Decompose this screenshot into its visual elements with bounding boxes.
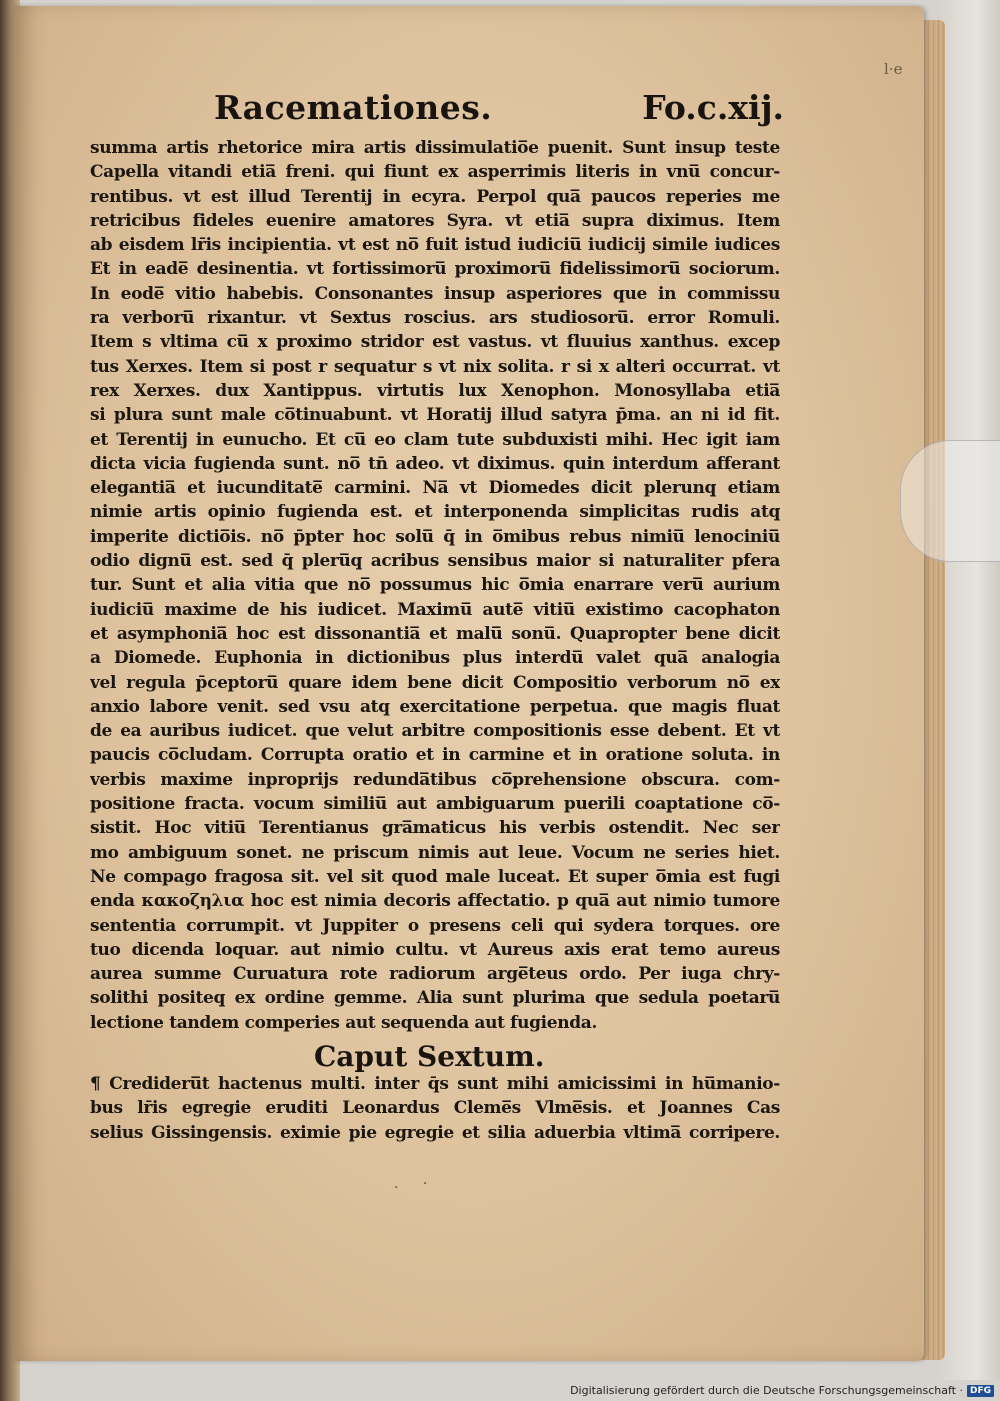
bottom-marks: . · xyxy=(394,1176,438,1192)
chapter-text xyxy=(90,1072,780,1145)
text-line: anxio labore venit. sed vsu atq̧ exercitatione perpetua. que magis fluat xyxy=(90,696,780,717)
text-line: dicta vicia fugienda sunt. no̅ tn̄ adeo. vt diximus. quin interdum afferant xyxy=(90,453,780,474)
text-line: bus lr̄is egregie eruditi Leonardus Cleme̅s Vlme̅sis. et Joannes Cas xyxy=(90,1098,780,1119)
text-line: rentibus. vt est illud Terentij in ecyra. Perpol qua̅ paucos reperies me xyxy=(90,186,780,207)
text-line: summa artis rhetorice mira artis dissimulatio̅e puenit. Sunt insup teste xyxy=(90,138,780,158)
text-line: positione fracta. vocum similiu̅ aut ambiguarum puerili coaptatione co̅- xyxy=(90,794,780,815)
dfg-logo: DFG xyxy=(967,1385,994,1397)
page-clip xyxy=(900,440,1000,562)
folio-number: Fo.c.xij. xyxy=(642,88,784,127)
text-line: odio dignu̅ est. sed q̄ pleru̅q̧ acribus sensibus maior si naturaliter pfera xyxy=(90,551,780,572)
text-line: Item s vltima cu̅ x proximo stridor est vastus. vt fluuius xanthus. excep xyxy=(90,332,780,353)
text-line: solithi positeq̧ ex ordine gemme. Alia sunt plurima que sedula poetaru̅ xyxy=(90,988,780,1009)
text-line: verbis maxime inproprijs redunda̅tibus co̅prehensione obscura. com- xyxy=(90,769,780,790)
footer-credit: Digitalisierung gefördert durch die Deutsche Forschungsgemeinschaft · xyxy=(570,1384,963,1397)
text-line: sistit. Hoc vitiu̅ Terentianus gra̅maticus his verbis ostendit. Nec ser xyxy=(90,818,780,839)
text-line: imperite dictio̅is. no̅ p̄pter hoc solu̅ q̄ in o̅mibus rebus nimiu̅ lenociniu̅ xyxy=(90,526,780,547)
book-page xyxy=(14,6,924,1361)
text-line: Et in eade̅ desinentia. vt fortissimoru̅ proximoru̅ fidelissimoru̅ sociorum. xyxy=(90,259,780,280)
body-text xyxy=(90,136,780,1035)
corner-mark: l·e xyxy=(884,60,903,78)
text-line: In eode̅ vitio habebis. Consonantes insup asperiores que in commissu xyxy=(90,283,780,304)
text-line: si plura sunt male co̅tinuabunt. vt Horatij illud satyra p̄ma. an ni id fit. xyxy=(90,405,780,426)
text-line: tur. Sunt et alia vitia que no̅ possumus hic o̅mia enarrare veru̅ aurium xyxy=(90,575,780,596)
text-line: elegantia̅ et iucunditate̅ carmini. Na̅ vt Diomedes dicit plerunq̧ etiam xyxy=(90,478,780,499)
text-line: tus Xerxes. Item si post r sequatur s vt nix solita. r si x alteri occurrat. vt xyxy=(90,356,780,377)
text-line: rex Xerxes. dux Xantippus. virtutis lux Xenophon. Monosyllaba etia̅ xyxy=(90,380,780,401)
text-line: a Diomede. Euphonia in dictionibus plus interdu̅ valet qua̅ analogia xyxy=(90,648,780,669)
text-line: sententia corrumpit. vt Juppiter o presens celi qui sydera torques. ore xyxy=(90,915,780,936)
text-line: tuo dicenda loquar. aut nimio cultu. vt Aureus axis erat temo aureus xyxy=(90,939,780,960)
text-line: Ne compago fragosa sit. vel sit quod male luceat. Et super o̅mia est fugi xyxy=(90,866,780,887)
text-line: retricibus fideles euenire amatores Syra. vt etia̅ supra diximus. Item xyxy=(90,210,780,231)
running-head xyxy=(214,88,784,132)
text-line: paucis co̅cludam. Corrupta oratio et in carmine et in oratione soluta. in xyxy=(90,745,780,766)
text-line: et Terentij in eunucho. Et cu̅ eo clam tute subduxisti mihi. Hec igit iam xyxy=(90,429,780,450)
text-line: ab eisdem lr̄is incipientia. vt est no̅ fuit istud iudiciu̅ iudicij simile iudices xyxy=(90,235,780,256)
text-line: enda κακοζηλια hoc est nimia decoris affectatio. p qua̅ aut nimio tumore xyxy=(90,891,780,912)
text-line: lectione tandem comperies aut sequenda aut fugienda. xyxy=(90,1012,598,1033)
text-line: selius Gissingensis. eximie pie egregie et silia aduerbia vltima̅ corripere. xyxy=(90,1122,780,1143)
text-line: nimie artis opinio fugienda est. et interponenda simplicitas rudis atq̧ xyxy=(90,502,780,523)
text-line: vel regula p̄ceptoru̅ quare idem bene dicit Compositio verborum no̅ ex xyxy=(90,672,780,693)
running-title: Racemationes. xyxy=(214,88,493,127)
text-line: et asymphonia̅ hoc est dissonantia̅ et malu̅ sonu̅. Quapropter bene dicit xyxy=(90,623,780,644)
text-line: mo ambiguum sonet. ne priscum nimis aut leue. Vocum ne series hiet. xyxy=(90,842,780,863)
digitization-footer xyxy=(570,1384,994,1397)
text-line: ¶ Credideru̅t hactenus multi. inter q̄s sunt mihi amicissimi in hu̅manio- xyxy=(90,1074,780,1094)
chapter-heading: Caput Sextum. xyxy=(314,1040,545,1073)
text-line: ra verboru̅ rixantur. vt Sextus roscius. ars studiosoru̅. error Romuli. xyxy=(90,308,780,329)
text-line: iudiciu̅ maxime de his iudicet. Maximu̅ aute̅ vitiu̅ existimo cacophaton xyxy=(90,599,780,620)
text-line: de ea auribus iudicet. que velut arbitre compositionis esse debent. Et vt xyxy=(90,721,780,742)
text-line: aurea summe Curuatura rote radiorum arge̅teus ordo. Per iuga chry- xyxy=(90,964,780,985)
text-line: Capella vitandi etia̅ freni. qui fiunt ex asperrimis literis in vnu̅ concur- xyxy=(90,162,780,183)
book-cover-edge xyxy=(940,0,1000,1380)
